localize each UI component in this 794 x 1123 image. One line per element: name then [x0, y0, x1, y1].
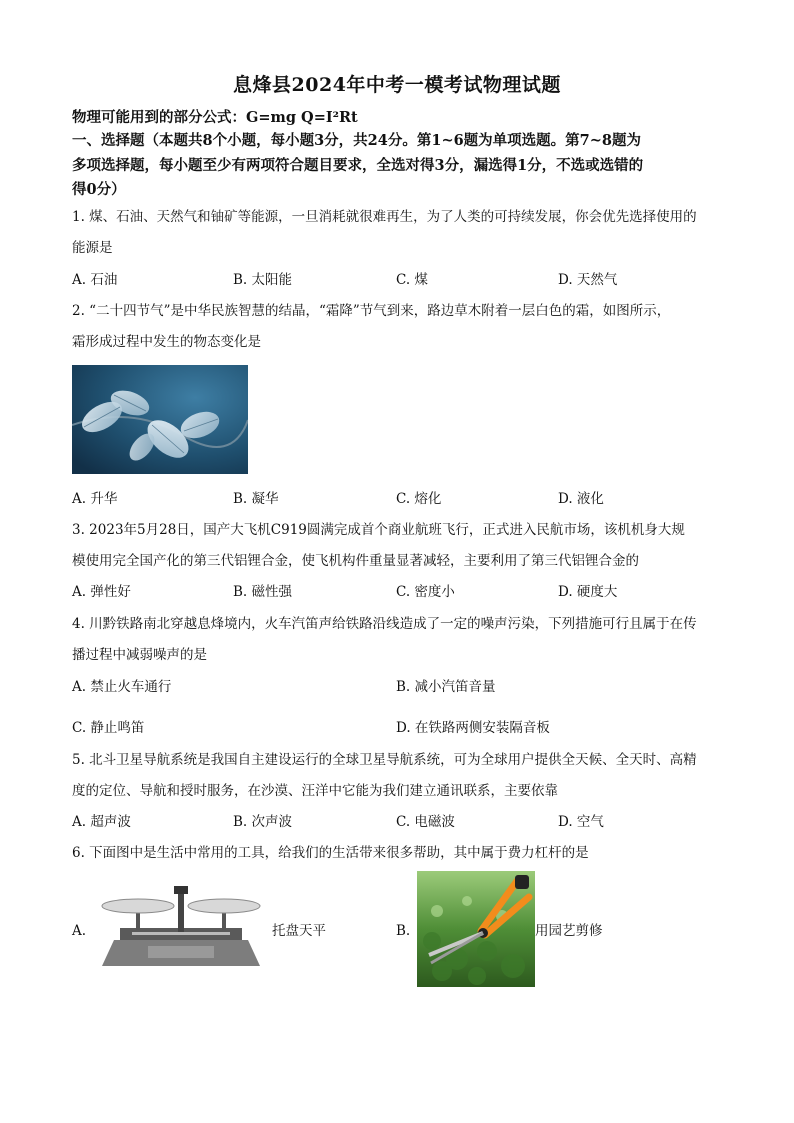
section-instructions-line3: 得0分） [72, 181, 126, 198]
question-4-text-line1: 4. 川黔铁路南北穿越息烽境内，火车汽笛声给铁路沿线造成了一定的噪声污染，下列措施可行且属于在传 [72, 616, 697, 632]
q4-option-d[interactable]: D. 在铁路两侧安装隔音板 [396, 720, 550, 736]
q5-option-b[interactable]: B. 次声波 [233, 814, 293, 830]
question-5-text-line1: 5. 北斗卫星导航系统是我国自主建设运行的全球卫星导航系统，可为全球用户提供全天候、全天时、高精 [72, 752, 697, 768]
section-instructions-line2: 多项选择题，每小题至少有两项符合题目要求，全选对得3分，漏选得1分，不选或选错的 [72, 157, 644, 174]
q2-option-d[interactable]: D. 液化 [558, 491, 604, 507]
q6-option-a-caption: 托盘天平 [272, 923, 326, 939]
q2-option-c[interactable]: C. 熔化 [396, 491, 442, 507]
page-title: 息烽县2024年中考一模考试物理试题 [233, 74, 561, 96]
q6-option-b-caption: 用园艺剪修 [535, 923, 603, 939]
question-2-text-line1: 2. “二十四节气”是中华民族智慧的结晶，“霜降”节气到来，路边草木附着一层白色的霜，如图所示， [72, 303, 671, 319]
garden-shears-image [417, 871, 535, 987]
q6-option-a-letter[interactable]: A. [72, 923, 87, 939]
question-4-text-line2: 播过程中减弱噪声的是 [72, 647, 207, 663]
q5-option-d[interactable]: D. 空气 [558, 814, 604, 830]
q1-option-c[interactable]: C. 煤 [396, 272, 428, 288]
section-instructions-line1: 一、选择题（本题共8个小题，每小题3分，共24分。第1~6题为单项选题。第7~8题为 [72, 132, 642, 149]
frost-leaves-image [72, 365, 248, 474]
q4-option-a[interactable]: A. 禁止火车通行 [72, 679, 172, 695]
q5-option-a[interactable]: A. 超声波 [72, 814, 131, 830]
question-5-text-line2: 度的定位、导航和授时服务，在沙漠、汪洋中它能为我们建立通讯联系，主要依靠 [72, 783, 558, 799]
q3-option-c[interactable]: C. 密度小 [396, 584, 455, 600]
question-1-text-line2: 能源是 [72, 240, 113, 256]
question-3-text-line2: 模使用完全国产化的第三代铝锂合金，使飞机构件重量显著减轻，主要利用了第三代铝锂合金的 [72, 553, 639, 569]
q3-option-d[interactable]: D. 硬度大 [558, 584, 618, 600]
question-6-text-line1: 6. 下面图中是生活中常用的工具，给我们的生活带来很多帮助，其中属于费力杠杆的是 [72, 845, 589, 861]
q1-option-a[interactable]: A. 石油 [72, 272, 118, 288]
q5-option-c[interactable]: C. 电磁波 [396, 814, 455, 830]
q3-option-a[interactable]: A. 弹性好 [72, 584, 131, 600]
q2-option-b[interactable]: B. 凝华 [233, 491, 279, 507]
balance-scale-image [92, 880, 270, 972]
q4-option-c[interactable]: C. 静止鸣笛 [72, 720, 145, 736]
q1-option-d[interactable]: D. 天然气 [558, 272, 618, 288]
q6-option-b-letter[interactable]: B. [396, 923, 411, 939]
q4-option-b[interactable]: B. 减小汽笛音量 [396, 679, 496, 695]
q1-option-b[interactable]: B. 太阳能 [233, 272, 293, 288]
q2-option-a[interactable]: A. 升华 [72, 491, 118, 507]
formula-line: 物理可能用到的部分公式：G=mg Q=I²Rt [72, 109, 358, 126]
question-1-text-line1: 1. 煤、石油、天然气和铀矿等能源，一旦消耗就很难再生，为了人类的可持续发展，你会优先选择使用的 [72, 209, 697, 225]
question-3-text-line1: 3. 2023年5月28日，国产大飞机C919圆满完成首个商业航班飞行，正式进入民航市场，该机机身大规 [72, 522, 685, 538]
q3-option-b[interactable]: B. 磁性强 [233, 584, 293, 600]
question-2-text-line2: 霜形成过程中发生的物态变化是 [72, 334, 261, 350]
